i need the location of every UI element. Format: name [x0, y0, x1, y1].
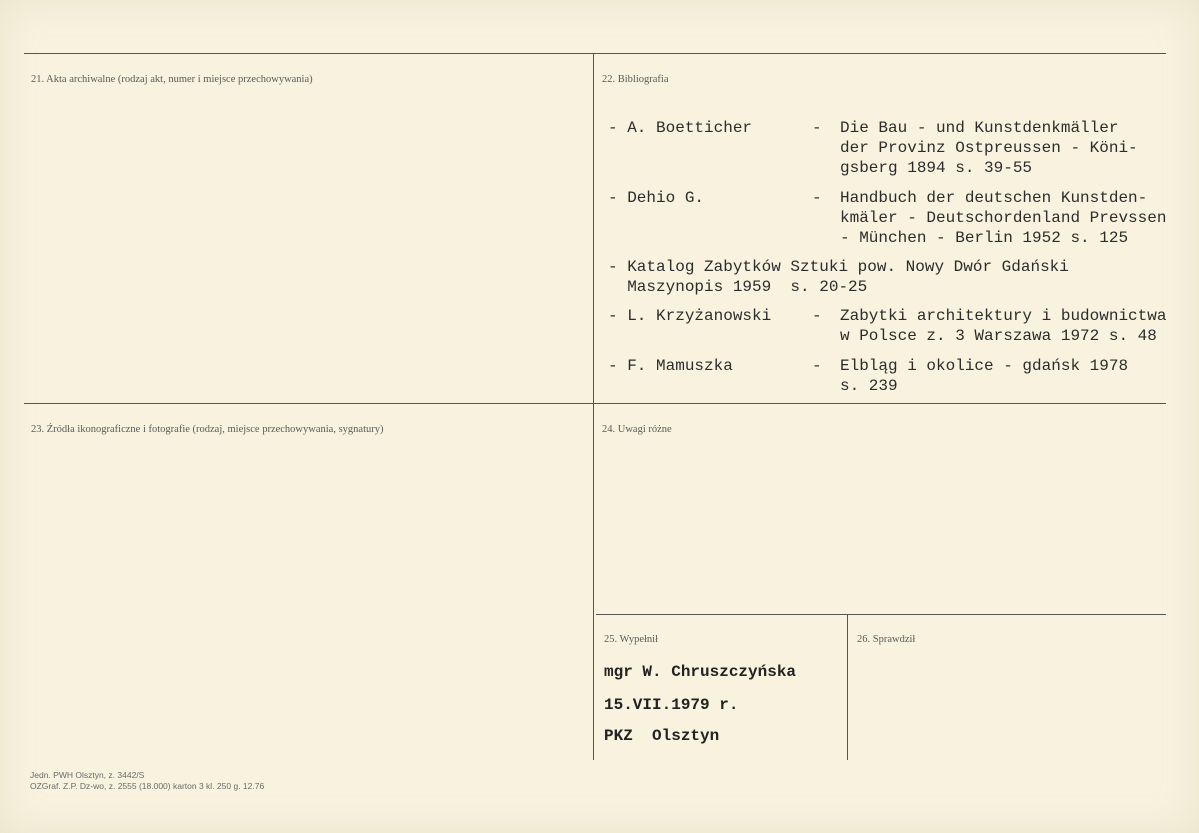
bib-title-line: der Provinz Ostpreussen - Köni-	[840, 139, 1138, 157]
bib-separator: -	[812, 307, 822, 325]
bib-separator: -	[812, 357, 822, 375]
bib-title-line: Die Bau - und Kunstdenkmäller	[840, 119, 1119, 137]
bib-author: - F. Mamuszka	[608, 357, 733, 375]
bib-full-line: - Katalog Zabytków Sztuki pow. Nowy Dwór Gdański	[608, 258, 1069, 276]
signature-rule	[596, 614, 1166, 615]
bib-separator: -	[812, 189, 822, 207]
filled-by-org: PKZ Olsztyn	[604, 727, 720, 745]
bib-author: - A. Boetticher	[608, 119, 753, 137]
filled-by-name: mgr W. Chruszczyńska	[604, 663, 797, 681]
signature-divider	[847, 615, 848, 760]
bib-full-line: Maszynopis 1959 s. 20-25	[608, 278, 868, 296]
bib-title-line: s. 239	[840, 377, 898, 395]
bib-author: - L. Krzyżanowski	[608, 307, 772, 325]
bib-title-line: Handbuch der deutschen Kunstden-	[840, 189, 1148, 207]
field-24-label: 24. Uwagi różne	[602, 424, 672, 435]
field-22-label: 22. Bibliografia	[602, 74, 669, 85]
field-23-label: 23. Źródła ikonograficzne i fotografie (rodzaj, miejsce przechowywania, sygnatury)	[31, 424, 384, 435]
bib-title-line: Elbląg i okolice - gdańsk 1978	[840, 357, 1129, 375]
bib-author: - Dehio G.	[608, 189, 705, 207]
bib-title-line: gsberg 1894 s. 39-55	[840, 159, 1033, 177]
printer-imprint-line1: Jedn. PWH Olsztyn, z. 3442/S	[30, 770, 145, 780]
top-rule	[24, 53, 1166, 54]
printer-imprint-line2: OZGraf. Z.P. Dz-wo, z. 2555 (18.000) karton 3 kl. 250 g. 12.76	[30, 781, 265, 791]
field-25-label: 25. Wypełnił	[604, 634, 659, 645]
bib-title-line: kmäler - Deutschordenland Prevssen	[840, 209, 1167, 227]
bib-separator: -	[812, 119, 822, 137]
field-21-label: 21. Akta archiwalne (rodzaj akt, numer i miejsce przechowywania)	[31, 74, 313, 85]
field-26-label: 26. Sprawdził	[857, 634, 916, 645]
bib-title-line: Zabytki architektury i budownictwa	[840, 307, 1167, 325]
center-divider	[593, 54, 594, 760]
bib-title-line: - München - Berlin 1952 s. 125	[840, 229, 1129, 247]
bib-title-line: w Polsce z. 3 Warszawa 1972 s. 48	[840, 327, 1157, 345]
middle-rule	[24, 403, 1166, 404]
filled-by-date: 15.VII.1979 r.	[604, 696, 739, 714]
